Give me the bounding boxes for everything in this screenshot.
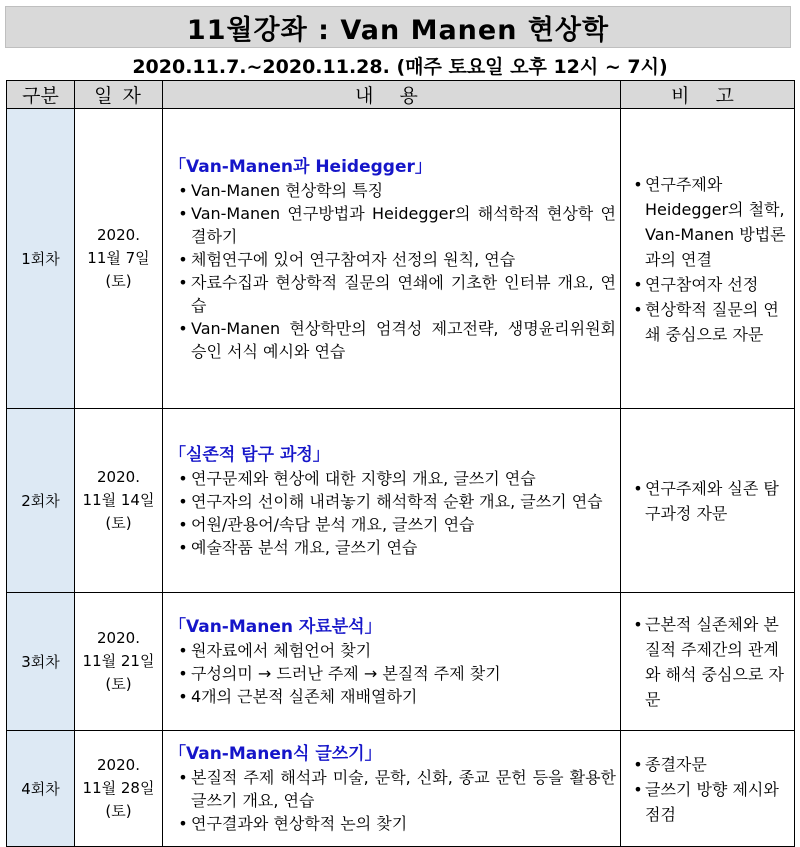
session-row: [7, 731, 795, 847]
session-date: [75, 731, 163, 847]
bullet-icon: •: [633, 174, 643, 194]
note-item: [631, 272, 790, 297]
content-item-text: 체험연구에 있어 연구참여자 선정의 원칙, 연습: [191, 249, 516, 269]
bullet-icon: •: [178, 272, 188, 292]
bullet-icon: •: [178, 468, 188, 488]
session-row: [7, 593, 795, 731]
content-item: [175, 490, 616, 513]
content-item: [175, 202, 616, 248]
bullet-icon: •: [633, 615, 643, 634]
session-content: [163, 731, 621, 847]
content-item: [175, 812, 616, 835]
content-item: [175, 766, 616, 812]
title-banner: [5, 6, 791, 48]
content-item: [175, 317, 616, 363]
note-item-text: 종결자문: [645, 754, 707, 774]
session-content: [163, 593, 621, 731]
date-weekday: (토): [105, 802, 132, 820]
session-content: [163, 409, 621, 593]
bullet-icon: •: [633, 779, 643, 799]
note-item-text: 연구주제와 Heidegger의 철학, Van-Manen 방법론과의 연결: [645, 174, 786, 269]
content-item: [175, 179, 616, 202]
content-item: [175, 513, 616, 536]
section-title: 「Van-Manen식 글쓰기」: [169, 744, 382, 764]
note-item: [631, 612, 790, 712]
session-date: [75, 109, 163, 409]
date-day: 11월 28일: [82, 779, 155, 797]
date-year: 2020.: [97, 226, 140, 244]
schedule-period: 2020.11.7.~2020.11.28. (매주 토요일 오후 12시 ~ 7시): [132, 56, 668, 78]
content-item-text: 본질적 주제 해석과 미술, 문학, 신화, 종교 문헌 등을 활용한 글쓰기 개요, 연습: [191, 768, 616, 810]
date-year: 2020.: [97, 468, 140, 486]
content-item-text: 예술작품 분석 개요, 글쓰기 연습: [191, 537, 418, 557]
section-title: 「실존적 탐구 과정」: [169, 444, 330, 465]
date-weekday: (토): [105, 272, 132, 290]
session-label: 1회차: [7, 109, 75, 409]
content-item-text: 어원/관용어/속담 분석 개요, 글쓰기 연습: [191, 514, 475, 534]
content-item: [175, 248, 616, 271]
content-item-text: Van-Manen 현상학의 특징: [191, 180, 384, 200]
session-note: [621, 409, 795, 593]
section-title: 「Van-Manen 자료분석」: [169, 617, 382, 637]
session-note: [621, 109, 795, 409]
session-label: 2회차: [7, 409, 75, 593]
content-item-text: 4개의 근본적 실존체 재배열하기: [191, 687, 418, 706]
bullet-icon: •: [178, 514, 188, 534]
session-date: [75, 409, 163, 593]
bullet-icon: •: [633, 754, 643, 774]
content-item-text: 연구자의 선이해 내려놓기 해석학적 순환 개요, 글쓰기 연습: [191, 491, 603, 511]
session-row: [7, 409, 795, 593]
note-item: [631, 752, 790, 777]
content-item: [175, 467, 616, 490]
bullet-icon: •: [633, 299, 643, 319]
bullet-icon: •: [633, 479, 643, 498]
note-item: [631, 172, 790, 272]
header-content: 내 용: [163, 81, 621, 109]
bullet-icon: •: [178, 249, 188, 269]
date-day: 11월 21일: [82, 652, 155, 670]
content-item-text: 자료수집과 현상학적 질문의 연쇄에 기초한 인터뷰 개요, 연습: [191, 272, 616, 315]
date-day: 11월 7일: [87, 249, 150, 267]
session-note: [621, 731, 795, 847]
note-item-text: 연구참여자 선정: [645, 274, 759, 294]
session-note: [621, 593, 795, 731]
bullet-icon: •: [178, 318, 188, 338]
bullet-icon: •: [178, 203, 188, 223]
bullet-icon: •: [178, 664, 188, 683]
note-item-text: 현상학적 질문의 연쇄 중심으로 자문: [645, 299, 779, 344]
content-item-text: 원자료에서 체험언어 찾기: [191, 641, 372, 660]
date-weekday: (토): [105, 675, 132, 693]
date-year: 2020.: [97, 629, 140, 647]
content-item-text: 구성의미 → 드러난 주제 → 본질적 주제 찾기: [191, 664, 501, 683]
date-year: 2020.: [97, 756, 140, 774]
session-label: 3회차: [7, 593, 75, 731]
bullet-icon: •: [178, 180, 188, 200]
bullet-icon: •: [178, 768, 188, 787]
bullet-icon: •: [178, 491, 188, 511]
session-content: [163, 109, 621, 409]
content-item: [175, 271, 616, 317]
content-item: [175, 685, 616, 708]
content-item-text: 연구결과와 현상학적 논의 찾기: [191, 814, 408, 833]
date-weekday: (토): [105, 514, 132, 532]
schedule-table: [6, 80, 795, 847]
note-item-text: 근본적 실존체와 본질적 주제간의 관계와 해석 중심으로 자문: [645, 615, 784, 709]
note-item: [631, 777, 790, 827]
content-item-text: 연구문제와 현상에 대한 지향의 개요, 글쓰기 연습: [191, 468, 536, 488]
note-item-text: 연구주제와 실존 탐구과정 자문: [645, 479, 779, 523]
header-row: [7, 81, 795, 109]
content-item: [175, 662, 616, 685]
session-row: [7, 109, 795, 409]
page-title: 11월강좌 : Van Manen 현상학: [186, 14, 610, 46]
content-item: [175, 639, 616, 662]
header-category: 구분: [7, 81, 75, 109]
content-item: [175, 536, 616, 559]
note-item: [631, 476, 790, 526]
content-item-text: Van-Manen 현상학만의 엄격성 제고전략, 생명윤리위원회 승인 서식 예시와 연습: [191, 318, 616, 361]
section-title: 「Van-Manen과 Heidegger」: [169, 156, 432, 177]
bullet-icon: •: [633, 274, 643, 294]
bullet-icon: •: [178, 537, 188, 557]
bullet-icon: •: [178, 814, 188, 833]
date-day: 11월 14일: [82, 491, 155, 509]
session-label: 4회차: [7, 731, 75, 847]
header-note: 비 고: [621, 81, 795, 109]
content-item-text: Van-Manen 연구방법과 Heidegger의 해석학적 현상학 연결하기: [191, 203, 616, 246]
bullet-icon: •: [178, 687, 188, 706]
note-item-text: 글쓰기 방향 제시와 점검: [645, 779, 779, 824]
bullet-icon: •: [178, 641, 188, 660]
note-item: [631, 297, 790, 347]
session-date: [75, 593, 163, 731]
header-date: 일 자: [75, 81, 163, 109]
